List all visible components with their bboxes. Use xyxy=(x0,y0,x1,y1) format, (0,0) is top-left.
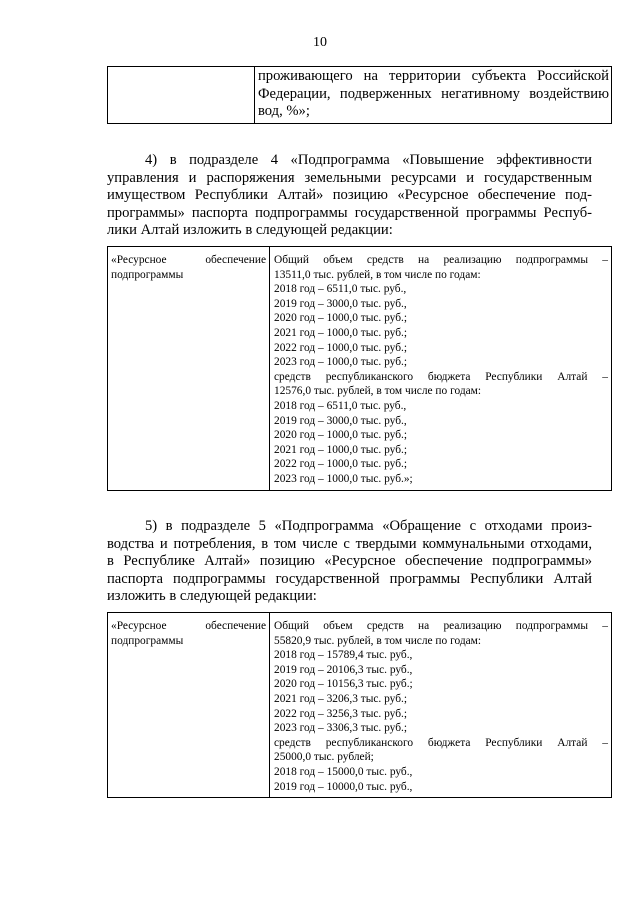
paragraph-line: в Республике Алтай» позицию «Ресурсное обеспечение подпрограммы» xyxy=(107,553,592,569)
resource-label-word: «Ресурсное xyxy=(111,620,167,632)
resource-line: 2023 год – 1000,0 тыс. руб.; xyxy=(274,356,408,369)
paragraph-line: лики Алтай изложить в следующей редакции: xyxy=(107,222,393,238)
resource-line: 13511,0 тыс. рублей, в том числе по годам: xyxy=(274,268,481,281)
resource-line: 2022 год – 3256,3 тыс. руб.; xyxy=(274,707,408,720)
resource-line: 2018 год – 15000,0 тыс. руб., xyxy=(274,765,413,778)
resource-table-subprogram-5 xyxy=(107,612,612,798)
table-text-cell xyxy=(255,67,612,124)
paragraph-line: паспорта подпрограммы государственной программы Республики Алтай xyxy=(107,570,592,587)
resource-label-line xyxy=(111,253,266,268)
resource-line: 2018 год – 15789,4 тыс. руб., xyxy=(274,649,413,662)
resource-line: 55820,9 тыс. рублей, в том числе по годам: xyxy=(274,634,482,647)
resource-value-cell xyxy=(270,613,612,798)
paragraph-line: 5) в подразделе 5 «Подпрограмма «Обращение с отходами произ- xyxy=(145,518,592,534)
resource-line: средств республиканского бюджета Республики Алтай – xyxy=(274,370,608,383)
resource-line: Общий объем средств на реализацию подпрограммы – xyxy=(274,620,608,632)
resource-value-cell xyxy=(270,247,612,491)
table-line: Федерации, подверженных негативному воздействию xyxy=(258,85,609,102)
paragraph-4 xyxy=(107,152,592,240)
resource-label-cell xyxy=(108,613,270,798)
resource-line: 2019 год – 3000,0 тыс. руб., xyxy=(274,297,407,310)
paragraph-line: программы» паспорта подпрограммы государственной программы Респуб- xyxy=(107,204,592,221)
resource-line: 2021 год – 1000,0 тыс. руб.; xyxy=(274,326,408,339)
resource-line: 12576,0 тыс. рублей, в том числе по годам: xyxy=(274,385,482,398)
table-line: вод, %»; xyxy=(258,103,310,119)
paragraph-line: имуществом Республики Алтай» позицию «Ресурсное обеспечение под- xyxy=(107,187,592,203)
resource-label-line: подпрограммы xyxy=(111,268,184,281)
resource-line: 25000,0 тыс. рублей; xyxy=(274,751,374,764)
table-line: проживающего на территории субъекта Российской xyxy=(258,68,609,84)
resource-label-cell xyxy=(108,247,270,491)
resource-line: 2020 год – 1000,0 тыс. руб.; xyxy=(274,429,408,442)
paragraph-5 xyxy=(107,518,592,606)
resource-line: 2020 год – 10156,3 тыс. руб.; xyxy=(274,678,413,691)
resource-line: 2023 год – 1000,0 тыс. руб.»; xyxy=(274,472,413,485)
table-empty-cell xyxy=(108,67,255,124)
resource-line: 2019 год – 20106,3 тыс. руб., xyxy=(274,663,413,676)
paragraph-line: 4) в подразделе 4 «Подпрограмма «Повышение эффективности xyxy=(145,152,592,168)
table-continuation xyxy=(107,66,612,124)
resource-label-word: «Ресурсное xyxy=(111,254,167,266)
resource-label-word: обеспечение xyxy=(205,254,266,266)
resource-line: 2019 год – 10000,0 тыс. руб., xyxy=(274,780,413,793)
resource-line: Общий объем средств на реализацию подпрограммы – xyxy=(274,254,608,266)
resource-label-word: обеспечение xyxy=(205,620,266,632)
resource-label-line: подпрограммы xyxy=(111,634,184,647)
resource-line: 2018 год – 6511,0 тыс. руб., xyxy=(274,283,407,296)
resource-line: 2021 год – 3206,3 тыс. руб.; xyxy=(274,692,408,705)
paragraph-line: изложить в следующей редакции: xyxy=(107,588,317,604)
resource-line: 2022 год – 1000,0 тыс. руб.; xyxy=(274,458,408,471)
resource-line: 2018 год – 6511,0 тыс. руб., xyxy=(274,399,407,412)
resource-line: 2019 год – 3000,0 тыс. руб., xyxy=(274,414,407,427)
resource-line: 2020 год – 1000,0 тыс. руб.; xyxy=(274,312,408,325)
resource-line: 2023 год – 3306,3 тыс. руб.; xyxy=(274,722,408,735)
resource-line: 2022 год – 1000,0 тыс. руб.; xyxy=(274,341,408,354)
resource-line: 2021 год – 1000,0 тыс. руб.; xyxy=(274,443,408,456)
paragraph-line: водства и потребления, в том числе с твердыми коммунальными отходами, xyxy=(107,535,592,552)
resource-line: средств республиканского бюджета Республики Алтай – xyxy=(274,736,608,749)
resource-table-subprogram-4 xyxy=(107,246,612,491)
page-number: 10 xyxy=(313,35,327,50)
paragraph-line: управления и распоряжения земельными ресурсами и государственным xyxy=(107,169,592,186)
resource-label-line xyxy=(111,619,266,634)
